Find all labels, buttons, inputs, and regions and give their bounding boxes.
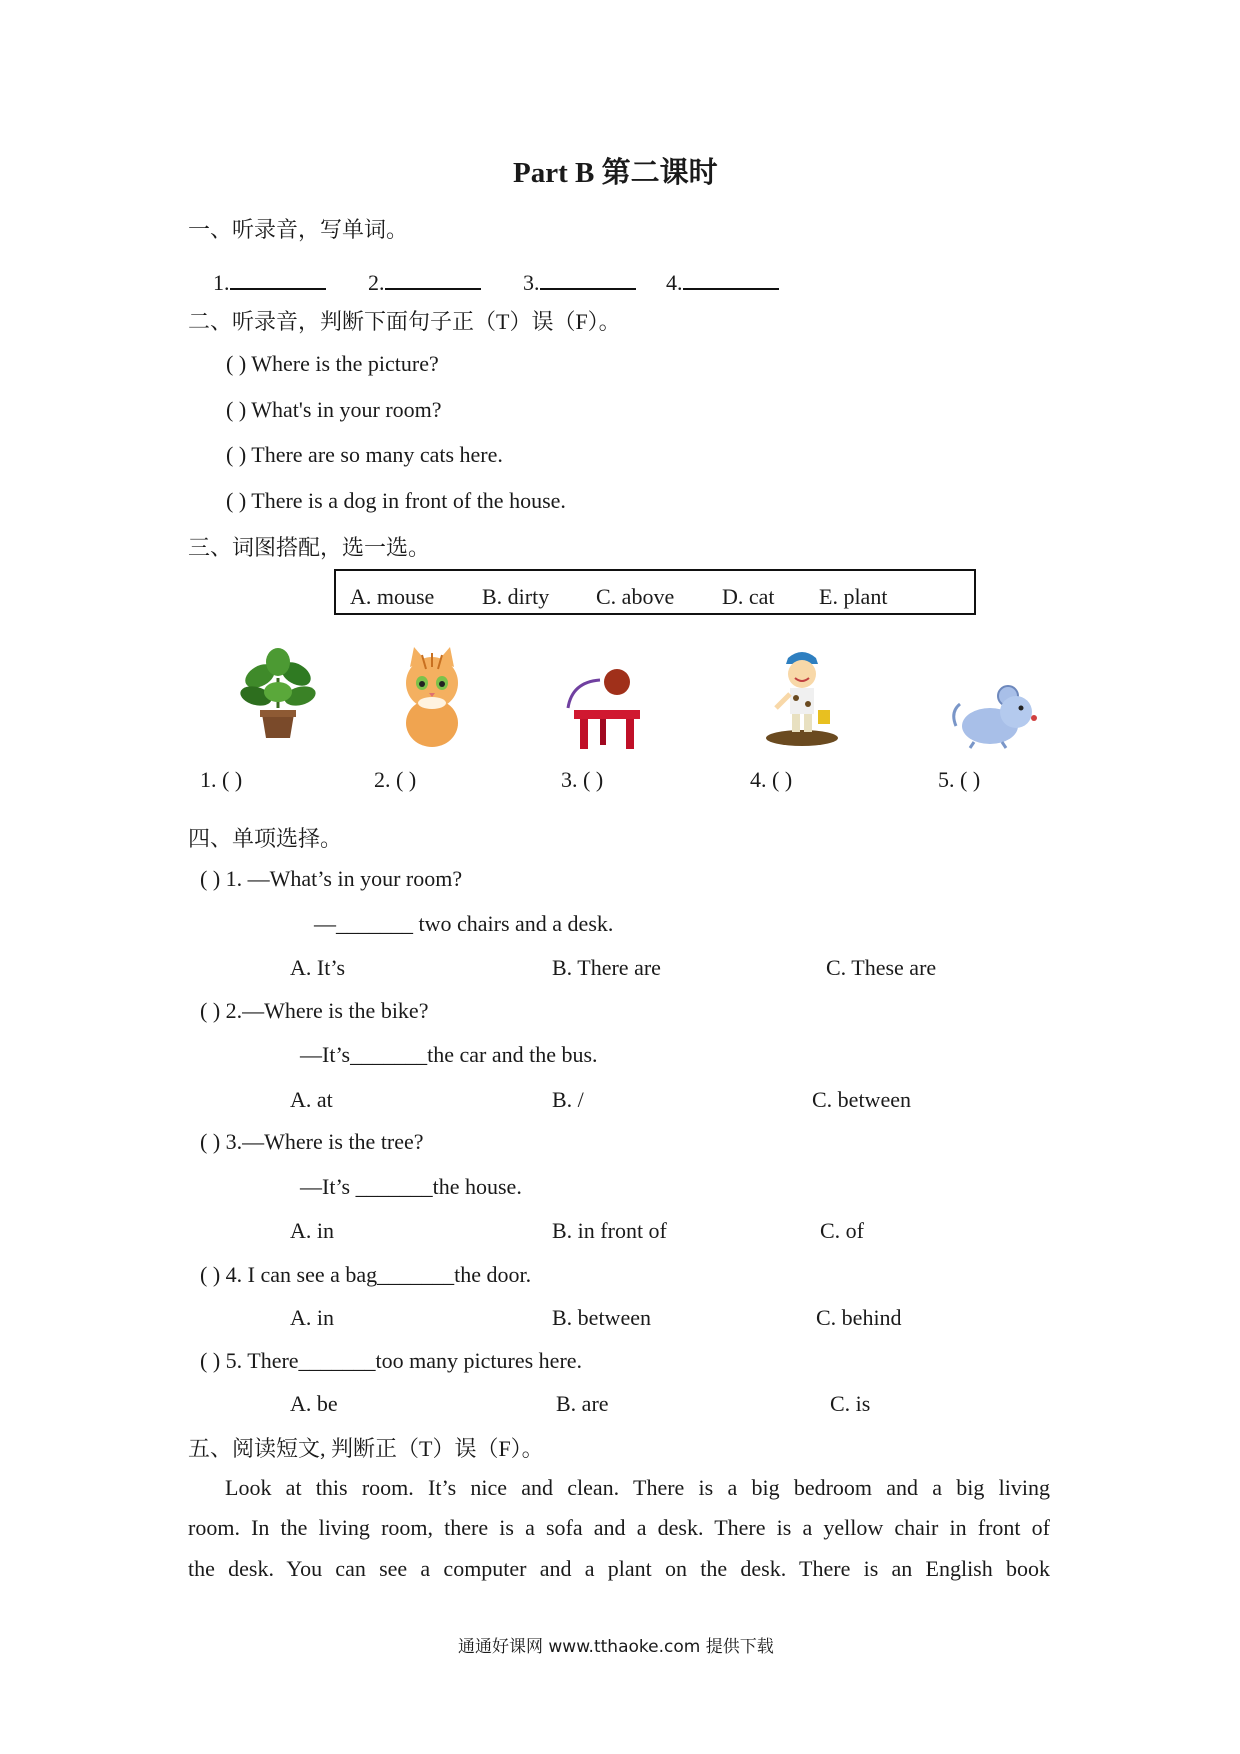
answer-blank[interactable] [683, 266, 779, 290]
mc-answer-line-3: —It’s _______the house. [300, 1174, 522, 1199]
plant-picture [238, 648, 318, 742]
word-option-c: C. above [596, 584, 675, 609]
match-answer-2: 2. ( ) [374, 767, 417, 792]
answer-blank[interactable] [385, 266, 481, 290]
mc-option: C. is [830, 1391, 871, 1416]
tf-item-1: ( ) Where is the picture? [226, 351, 439, 376]
mc-option: C. of [820, 1218, 864, 1243]
mc-question-3: ( ) 3.—Where is the tree? [200, 1129, 424, 1154]
tf-item-2: ( ) What's in your room? [226, 397, 442, 422]
mc-option: A. at [290, 1087, 333, 1112]
mc-question-2: ( ) 2.—Where is the bike? [200, 998, 429, 1023]
footer-source: 通通好课网 www.tthaoke.com 提供下载 [458, 1637, 774, 1657]
blank-item-label: 1. [213, 270, 230, 295]
mc-answer-line-2: —It’s_______the car and the bus. [300, 1042, 598, 1067]
mc-option: B. in front of [552, 1218, 667, 1243]
section-4-heading: 四、单项选择。 [188, 826, 343, 851]
passage-line-1: Look at this room. It’s nice and clean. There is a big bedroom and a big living [225, 1475, 1050, 1500]
cat-picture [392, 645, 472, 749]
blank-item-label: 2. [368, 270, 385, 295]
mc-question-5: ( ) 5. There_______too many pictures here. [200, 1348, 583, 1373]
mouse-picture [950, 682, 1044, 750]
blank-item-4 [666, 266, 779, 296]
mc-option: C. These are [826, 955, 937, 980]
mc-option: C. between [812, 1087, 911, 1112]
blank-item-label: 4. [666, 270, 683, 295]
match-answer-3: 3. ( ) [561, 767, 604, 792]
mc-question-1: ( ) 1. —What’s in your room? [200, 866, 463, 891]
mc-option: B. between [552, 1305, 651, 1330]
dirty-boy-picture [762, 648, 842, 748]
ball-above-table-picture [560, 668, 655, 750]
tf-item-4: ( ) There is a dog in front of the house. [226, 488, 566, 513]
passage-line-3: the desk. You can see a computer and a plant on the desk. There is an English book [188, 1556, 1050, 1581]
mc-option: C. behind [816, 1305, 902, 1330]
mc-option: A. It’s [290, 955, 345, 980]
match-answer-5: 5. ( ) [938, 767, 981, 792]
blank-item-2 [368, 266, 481, 296]
mc-option: A. in [290, 1305, 334, 1330]
blank-item-1 [213, 266, 326, 296]
mc-option: B. There are [552, 955, 661, 980]
mc-option: B. / [552, 1087, 584, 1112]
section-2-heading: 二、听录音，判断下面句子正（T）误（F）。 [188, 309, 621, 334]
answer-blank[interactable] [540, 266, 636, 290]
blank-item-3 [523, 266, 636, 296]
mc-option: A. be [290, 1391, 338, 1416]
tf-item-3: ( ) There are so many cats here. [226, 442, 503, 467]
mc-option: B. are [556, 1391, 609, 1416]
mc-question-4: ( ) 4. I can see a bag_______the door. [200, 1262, 532, 1287]
word-option-a: A. mouse [350, 584, 435, 609]
answer-blank[interactable] [230, 266, 326, 290]
match-answer-4: 4. ( ) [750, 767, 793, 792]
section-1-heading: 一、听录音，写单词。 [188, 217, 409, 242]
blank-item-label: 3. [523, 270, 540, 295]
match-answer-1: 1. ( ) [200, 767, 243, 792]
page-title: Part B 第二课时 [513, 157, 718, 189]
passage-line-2: room. In the living room, there is a sofa and a desk. There is a yellow chair in front of [188, 1515, 1050, 1540]
word-option-e: E. plant [819, 584, 888, 609]
section-3-heading: 三、词图搭配，选一选。 [188, 535, 431, 560]
mc-answer-line-1: —_______ two chairs and a desk. [314, 911, 614, 936]
section-5-heading: 五、阅读短文, 判断正（T）误（F）。 [188, 1436, 544, 1461]
mc-option: A. in [290, 1218, 334, 1243]
word-option-d: D. cat [722, 584, 775, 609]
word-option-b: B. dirty [482, 584, 550, 609]
